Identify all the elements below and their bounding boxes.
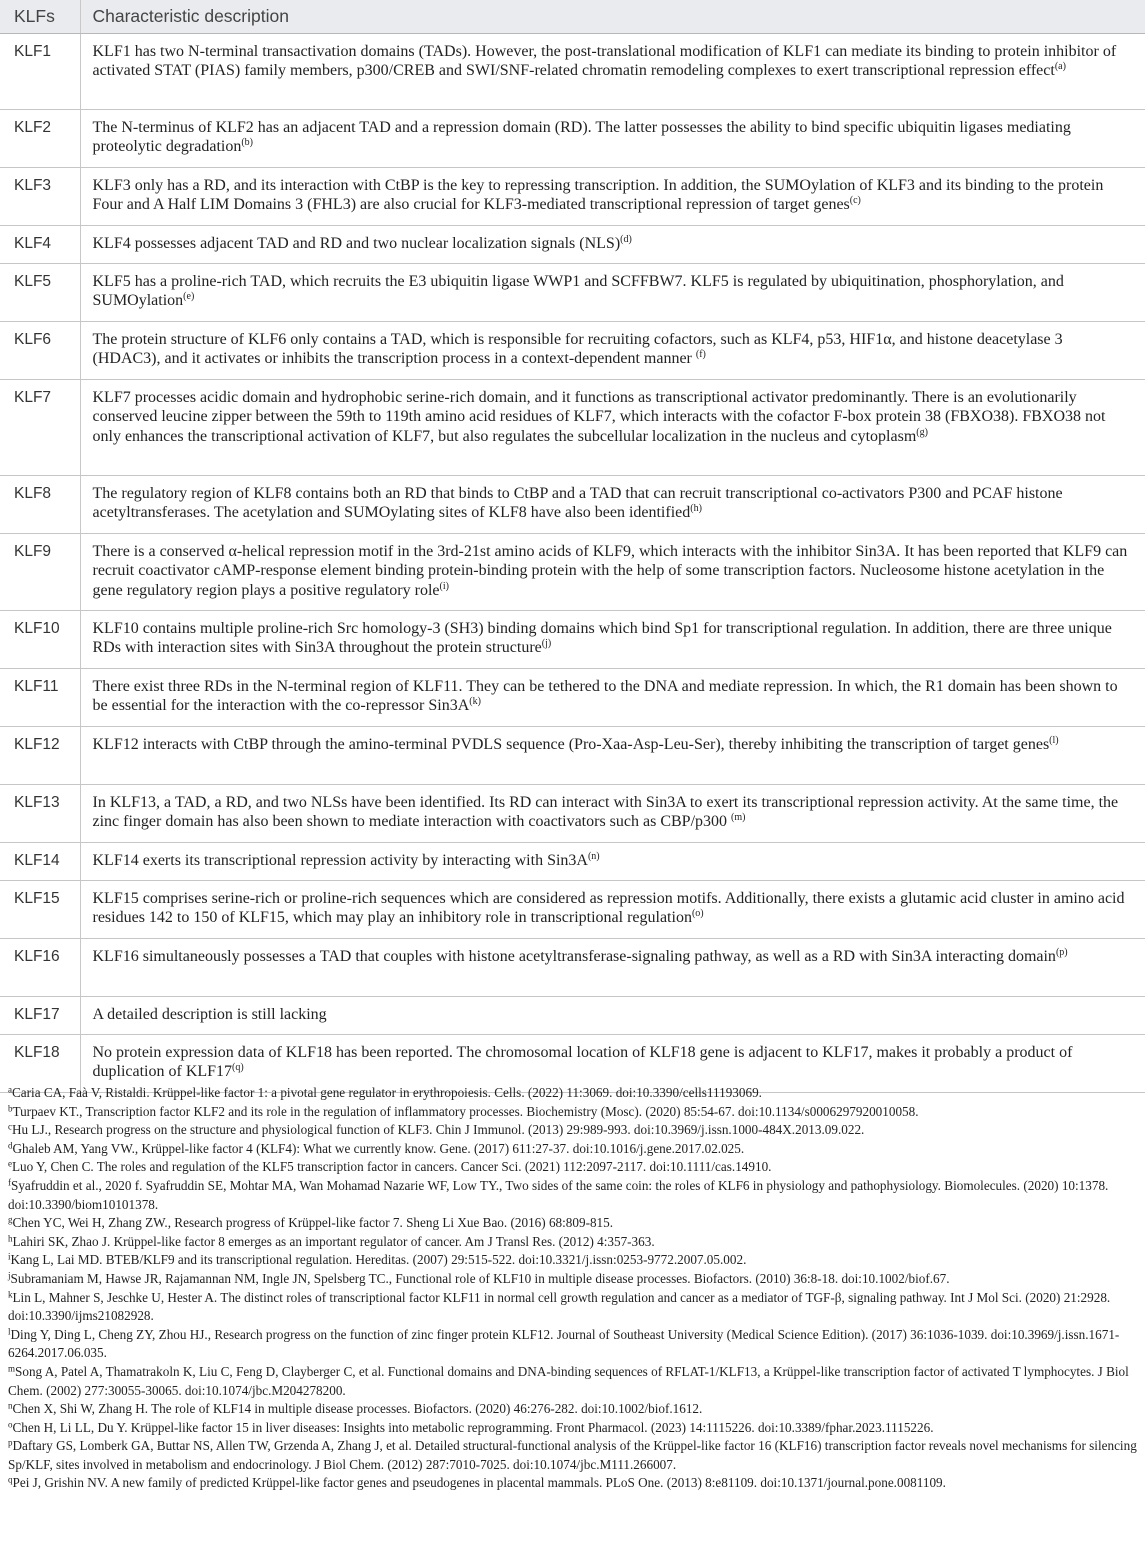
reference-mark: (g) <box>916 426 928 438</box>
description-text: The N-terminus of KLF2 has an adjacent TAD and a repression domain (RD). The latter possesses the ability to bind specific ubiquitin ligases mediating proteolytic degradation <box>92 119 1071 156</box>
reference-mark: (e) <box>183 291 195 303</box>
klf-name: KLF10 <box>0 611 80 669</box>
footnote-text: Kang L, Lai MD. BTEB/KLF9 and its transcriptional regulation. Hereditas. (2007) 29:515-522. doi:10.3321/j.issn:0253-9772.2007.05.002. <box>10 1252 747 1268</box>
klf-description <box>80 939 1145 997</box>
table-row <box>0 226 1145 264</box>
footnote-text: Lin L, Mahner S, Jeschke U, Hester A. The distinct roles of transcriptional factor KLF11 in normal cell growth regulation and cancer as a mediator of TGF-β, signaling pathway. Int J Mol Sci. (2020) 21:2928. doi:10.3390/ijms21082928. <box>8 1289 1111 1324</box>
table-row <box>0 322 1145 380</box>
header-klfs: KLFs <box>0 0 80 34</box>
description-text: KLF14 exerts its transcriptional repression activity by interacting with Sin3A <box>92 852 588 869</box>
footnote-mark: a <box>8 1084 12 1095</box>
footnote <box>8 1084 1145 1103</box>
klf-name: KLF18 <box>0 1035 80 1093</box>
footnote-text: Chen H, Li LL, Du Y. Krüppel-like factor 15 in liver diseases: Insights into metabolic reprogramming. Front Pharmacol. (2023) 14:1115226. doi:10.3389/fphar.2023.1115226. <box>12 1419 934 1435</box>
description-text: KLF5 has a proline-rich TAD, which recruits the E3 ubiquitin ligase WWP1 and SCFFBW7. KLF5 is regulated by ubiquitination, phosphorylation, and SUMOylation <box>92 273 1064 310</box>
table-body <box>0 34 1145 1093</box>
klf-description <box>80 380 1145 476</box>
description-text: There is a conserved α-helical repression motif in the 3rd-21st amino acids of KLF9, which interacts with the inhibitor Sin3A. It has been reported that KLF9 can recruit coactivator cAMP-response element binding protein-binding protein with the help of some transcription factors. Nucleosome histone acetylation in the gene regulatory region plays a positive regulatory role <box>92 543 1128 599</box>
table-row <box>0 939 1145 997</box>
footnote-text: Syafruddin et al., 2020 f. Syafruddin SE, Mohtar MA, Wan Mohamad Nazarie WF, Low TY., Two sides of the same coin: the roles of KLF6 in physiology and pathophysiology. Biomolecules. (2020) 10:1378. doi:10.3390/biom10101378. <box>8 1177 1109 1212</box>
klf-name: KLF6 <box>0 322 80 380</box>
klf-name: KLF14 <box>0 843 80 881</box>
table-row <box>0 380 1145 476</box>
klf-name: KLF5 <box>0 264 80 322</box>
klf-description <box>80 110 1145 168</box>
footnote-mark: e <box>8 1158 12 1169</box>
reference-mark: (f) <box>695 349 706 361</box>
klf-description <box>80 534 1145 611</box>
description-text: KLF10 contains multiple proline-rich Src homology-3 (SH3) binding domains which bind Sp1 for transcriptional regulation. In addition, there are three unique RDs with interaction sites with Sin3A throughout the protein structure <box>92 620 1112 657</box>
reference-mark: (p) <box>1055 947 1068 958</box>
description-text: KLF1 has two N-terminal transactivation domains (TADs). However, the post-translational modification of KLF1 can mediate its binding to protein inhibitor of activated STAT (PIAS) family members, p300/CREB and SWI/SNF-related chromatin remodeling complexes to exert transcriptional repression effect <box>92 43 1117 80</box>
table-row <box>0 264 1145 322</box>
klf-name: KLF13 <box>0 785 80 843</box>
table-row <box>0 34 1145 110</box>
table-row <box>0 534 1145 611</box>
footnote-mark: c <box>8 1121 12 1132</box>
footnote <box>8 1400 1145 1419</box>
klf-description <box>80 168 1145 226</box>
klf-description <box>80 785 1145 843</box>
footnote-text: Subramaniam M, Hawse JR, Rajamannan NM, Ingle JN, Spelsberg TC., Functional role of KLF10 in multiple disease processes. Biofactors. (2010) 36:8-18. doi:10.1002/biof.67. <box>10 1270 950 1286</box>
footnote <box>8 1140 1145 1159</box>
footnote-text: Lahiri SK, Zhao J. Krüppel-like factor 8 emerges as an important regulator of cancer. Am J Transl Res. (2012) 4:357-363. <box>12 1233 655 1249</box>
table-row <box>0 997 1145 1035</box>
klf-name: KLF1 <box>0 34 80 110</box>
klf-description <box>80 226 1145 264</box>
footnote-mark: d <box>8 1140 13 1151</box>
description-text: In KLF13, a TAD, a RD, and two NLSs have been identified. Its RD can interact with Sin3A to exert its transcriptional repression activity. At the same time, the zinc finger domain has also been shown to mediate interaction with coactivators such as CBP/p300 <box>92 794 1119 831</box>
table-row <box>0 727 1145 785</box>
footnote <box>8 1251 1145 1270</box>
footnote-text: Caria CA, Faà V, Ristaldi. Krüppel-like factor 1: a pivotal gene regulator in erythropoiesis. Cells. (2022) 11:3069. doi:10.3390/cells11193069. <box>12 1085 762 1100</box>
klf-name: KLF15 <box>0 881 80 939</box>
reference-mark: (b) <box>241 137 254 149</box>
reference-mark: (h) <box>690 503 702 515</box>
footnote-text: Daftary GS, Lomberk GA, Buttar NS, Allen TW, Grzenda A, Zhang J, et al. Detailed structural-functional analysis of the Krüppel-like factor 16 (KLF16) transcription factor reveals novel mechanisms for silencing Sp/KLF, sites involved in metabolism and endocrinology. J Biol Chem. (2012) 287:7010-7025. doi:10.1074/jbc.M111.266007. <box>8 1438 1137 1472</box>
footnote <box>8 1214 1145 1233</box>
footnote-mark: n <box>8 1400 13 1411</box>
footnote-text: Chen X, Shi W, Zhang H. The role of KLF14 in multiple disease processes. Biofactors. (2020) 46:276-282. doi:10.1002/biof.1612. <box>12 1401 703 1417</box>
footnote-mark: b <box>8 1103 13 1114</box>
klf-name: KLF4 <box>0 226 80 264</box>
footnote-text: Ding Y, Ding L, Cheng ZY, Zhou HJ., Research progress on the function of zinc finger protein KLF12. Journal of Southeast University (Medical Science Edition). (2017) 36:1036-1039. doi:10.3969/j.issn.1671-6264.2017.06.035. <box>8 1326 1120 1361</box>
footnote-text: Turpaev KT., Transcription factor KLF2 and its role in the regulation of inflammatory processes. Biochemistry (Mosc). (2020) 85:54-67. doi:10.1134/s0006297920010058. <box>12 1103 919 1119</box>
klf-name: KLF16 <box>0 939 80 997</box>
footnote-mark: f <box>8 1177 11 1188</box>
reference-mark: (l) <box>1049 735 1059 746</box>
footnote <box>8 1419 1145 1438</box>
description-text: The protein structure of KLF6 only contains a TAD, which is responsible for recruiting cofactors, such as KLF4, p53, HIF1α, and histone deacetylase 3 (HDAC3), and it activates or inhibits the transcription process in a context-dependent manner <box>92 331 1063 368</box>
footnote <box>8 1103 1145 1122</box>
footnote <box>8 1158 1145 1177</box>
description-text: KLF7 processes acidic domain and hydrophobic serine-rich domain, and it functions as transcriptional activator predominantly. There is an evolutionarily conserved leucine zipper between the 59th to 119th amino acid residues of KLF7, which interacts with the cofactor F-box protein 38 (FBXO38). FBXO38 not only enhances the transcriptional activation of KLF7, but also regulates the subcellular localization in the nucleus and cytoplasm <box>92 389 1106 445</box>
klf-description <box>80 611 1145 669</box>
klf-description <box>80 669 1145 727</box>
footnote-mark: p <box>8 1437 13 1448</box>
footnote-mark: i <box>8 1251 11 1262</box>
footnote <box>8 1177 1145 1214</box>
klf-description <box>80 322 1145 380</box>
table-row <box>0 785 1145 843</box>
klf-description <box>80 727 1145 785</box>
reference-mark: (o) <box>691 908 704 920</box>
table-row <box>0 881 1145 939</box>
description-text: KLF15 comprises serine-rich or proline-rich sequences which are considered as repression motifs. Additionally, there exists a glutamic acid cluster in amino acid residues 142 to 150 of KLF15, which may play an inhibitory role in transcriptional regulation <box>92 890 1125 927</box>
footnote-mark: l <box>8 1326 11 1337</box>
footnote-mark: q <box>8 1474 13 1485</box>
klf-name: KLF12 <box>0 727 80 785</box>
klf-name: KLF2 <box>0 110 80 168</box>
table-row <box>0 168 1145 226</box>
footnotes <box>0 1084 1145 1493</box>
klf-name: KLF11 <box>0 669 80 727</box>
table-row <box>0 843 1145 881</box>
header-description: Characteristic description <box>80 0 1145 34</box>
reference-mark: (q) <box>232 1062 244 1074</box>
footnote-text: Luo Y, Chen C. The roles and regulation of the KLF5 transcription factor in cancers. Cancer Sci. (2021) 112:2097-2117. doi:10.1111/cas.14910. <box>12 1159 772 1175</box>
footnote-text: Song A, Patel A, Thamatrakoln K, Liu C, Feng D, Clayberger C, et al. Functional domains and DNA-binding sequences of RFLAT-1/KLF13, a Krüppel-like transcription factor of activated T lymphocytes. J Biol Chem. (2002) 277:30055-30065. doi:10.1074/jbc.M204278200. <box>8 1363 1129 1398</box>
reference-mark: (c) <box>849 195 861 207</box>
klf-name: KLF9 <box>0 534 80 611</box>
description-text: KLF4 possesses adjacent TAD and RD and two nuclear localization signals (NLS) <box>92 235 621 252</box>
footnote <box>8 1233 1145 1252</box>
footnote <box>8 1121 1145 1140</box>
klf-description <box>80 843 1145 881</box>
footnote-mark: k <box>8 1289 13 1300</box>
footnote <box>8 1474 1145 1493</box>
klf-name: KLF7 <box>0 380 80 476</box>
footnote-text: Pei J, Grishin NV. A new family of predicted Krüppel-like factor genes and pseudogenes in placental mammals. PLoS One. (2013) 8:e81109. doi:10.1371/journal.pone.0081109. <box>12 1475 946 1491</box>
footnote-text: Ghaleb AM, Yang VW., Krüppel-like factor 4 (KLF4): What we currently know. Gene. (2017) 611:27-37. doi:10.1016/j.gene.2017.02.025. <box>12 1140 745 1156</box>
description-text: KLF16 simultaneously possesses a TAD that couples with histone acetyltransferase-signaling pathway, as well as a RD with Sin3A interacting domain <box>92 948 1056 965</box>
footnote-mark: h <box>8 1233 13 1244</box>
klf-description <box>80 476 1145 534</box>
klf-name: KLF17 <box>0 997 80 1035</box>
footnote <box>8 1326 1145 1363</box>
footnote-text: Hu LJ., Research progress on the structure and physiological function of KLF3. Chin J Immunol. (2013) 29:989-993. doi:10.3969/j.issn.1000-484X.2013.09.022. <box>12 1122 865 1138</box>
table-row <box>0 110 1145 168</box>
footnote <box>8 1270 1145 1289</box>
footnote-mark: m <box>8 1363 16 1374</box>
description-text: A detailed description is still lacking <box>92 1006 327 1023</box>
klf-name: KLF3 <box>0 168 80 226</box>
klf-name: KLF8 <box>0 476 80 534</box>
footnote-mark: g <box>8 1214 13 1225</box>
description-text: No protein expression data of KLF18 has been reported. The chromosomal location of KLF18 gene is adjacent to KLF17, makes it probably a product of duplication of KLF17 <box>92 1044 1073 1081</box>
klf-description <box>80 997 1145 1035</box>
reference-mark: (i) <box>439 580 449 592</box>
description-text: The regulatory region of KLF8 contains both an RD that binds to CtBP and a TAD that can recruit transcriptional co-activators P300 and PCAF histone acetyltransferases. The acetylation and SUMOylating sites of KLF8 have also been identified <box>92 485 1063 522</box>
description-text: There exist three RDs in the N-terminal region of KLF11. They can be tethered to the DNA and mediate repression. In which, the R1 domain has been shown to be essential for the interaction with the co-repressor Sin3A <box>92 678 1118 715</box>
table-row <box>0 611 1145 669</box>
footnote-mark: j <box>8 1270 11 1281</box>
description-text: KLF3 only has a RD, and its interaction with CtBP is the key to repressing transcription. In addition, the SUMOylation of KLF3 and its binding to the protein Four and A Half LIM Domains 3 (FHL3) are also crucial for KLF3-mediated transcriptional repression of target genes <box>92 177 1104 214</box>
table-header-row <box>0 0 1145 34</box>
reference-mark: (a) <box>1054 61 1066 73</box>
table-row <box>0 476 1145 534</box>
table-row <box>0 669 1145 727</box>
reference-mark: (m) <box>731 812 746 824</box>
footnote <box>8 1437 1145 1474</box>
footnote <box>8 1289 1145 1326</box>
footnote <box>8 1363 1145 1400</box>
reference-mark: (d) <box>620 234 632 245</box>
reference-mark: (k) <box>469 696 481 708</box>
footnote-text: Chen YC, Wei H, Zhang ZW., Research progress of Krüppel-like factor 7. Sheng Li Xue Bao. (2016) 68:809-815. <box>12 1215 614 1231</box>
reference-mark: (j) <box>541 638 552 650</box>
klf-description <box>80 881 1145 939</box>
klf-description <box>80 34 1145 110</box>
klf-description <box>80 264 1145 322</box>
footnote-mark: o <box>8 1419 13 1430</box>
description-text: KLF12 interacts with CtBP through the amino-terminal PVDLS sequence (Pro-Xaa-Asp-Leu-Ser), thereby inhibiting the transcription of target genes <box>92 736 1050 753</box>
reference-mark: (n) <box>587 851 600 862</box>
